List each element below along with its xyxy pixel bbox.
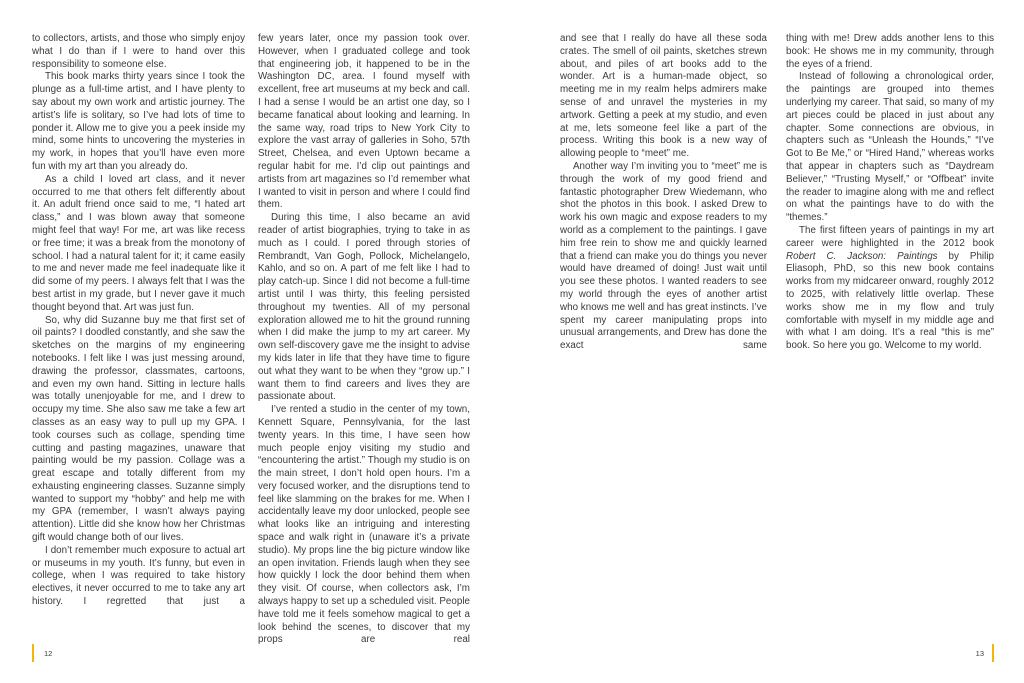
paragraph: and see that I really do have all these soda crates. The smell of oil paints, sketches strewn about, and piles of art books add to the wonder. Art is a human-made object, so meeting me in my realm helps admirers make sense of and unravel the mysteries in my artwork. Getting a peek at my studio, and even at me, lets someone feel like a part of the process. Writing this book is a new way of allowing people to “meet” me.: [560, 33, 767, 160]
text-column: [786, 33, 994, 353]
text-column: [258, 33, 470, 647]
paragraph: As a child I loved art class, and it never occurred to me that others felt differently about it. An adult friend once said to me, “I hated art class,” and I was blown away that someone might feel that way! For me, art was like recess or free time; it was a break from the monotony of school. I had a natural talent for it; it came easily to me and never made me feel inadequate like it did some of my peers. I always felt that I was the best artist in my grade, but I never gave it much thought beyond that. Art was just fun.: [32, 173, 245, 313]
page-accent-bar: [992, 644, 994, 662]
page-accent-bar: [32, 644, 34, 662]
text-column: [560, 33, 767, 353]
paragraph: I’ve rented a studio in the center of my town, Kennett Square, Pennsylvania, for the last twenty years. In this time, I have seen how much people enjoy visiting my studio and “encountering the artist.” Though my studio is on the main street, I don’t hold open hours. I’m a very focused worker, and the disruptions tend to feel like slamming on the brakes for me. When I accidentally leave my door unlocked, people see what looks like an intriguing and interesting space and walk right in (unaware it’s a private studio). My props line the big picture window like an open invitation. Friends laugh when they see how quickly I lock the door behind them when they visit. Of course, when collectors ask, I’m always happy to set up a scheduled visit. People have told me it feels somehow magical to get a look behind the scenes, to discover that my props are real: [258, 404, 470, 646]
paragraph: Instead of following a chronological order, the paintings are grouped into themes underlying my career. That said, so many of my art pieces could be placed in just about any chapter. Some connections are obvious, in chapters such as “Unleash the Hounds,” “I’ve Got to Be Me,” or “Hired Hand,” whereas works that appear in chapters such as “Daydream Believer,” “Trusting Myself,” or “Offbeat” invite the reader to imagine along with me and reflect on what the paintings have to do with the “themes.”: [786, 71, 994, 224]
paragraph: This book marks thirty years since I took the plunge as a full-time artist, and I have plenty to say about my own work and artistic journey. The artist’s life is solitary, so I’ve had lots of time to ponder it. Allow me to give you a peek inside my mind, some hints to uncovering the mysteries in my work, in hopes that you’ll have even more fun with my art than you already do.: [32, 71, 245, 172]
page-number: 12: [44, 649, 53, 658]
paragraph: thing with me! Drew adds another lens to this book: He shows me in my community, through the eyes of a friend.: [786, 33, 994, 70]
paragraph: to collectors, artists, and those who simply enjoy what I do than if I were to hand over this responsibility to someone else.: [32, 33, 245, 70]
paragraph: few years later, once my passion took over. However, when I graduated college and took that engineering job, it happened to be in the Washington DC, area. I found myself with excellent, free art museums at my beck and call. I had a sense I would be an artist one day, so I became fanatical about looking and learning. In the same way, road trips to New York City to explore the vast array of galleries in Soho, 57th Street, Chelsea, and even Uptown became a regular habit for me. I’d clip out paintings and artists from art magazines so I’d remember what I wanted to visit in person and where I could find them.: [258, 33, 470, 211]
text-column: [32, 33, 245, 609]
paragraph: During this time, I also became an avid reader of artist biographies, trying to take in as much as I could. I pored through stories of Rembrandt, Van Gogh, Pollock, Michelangelo, Kahlo, and so on. A part of me felt like I had to play catch-up. Since I did not become a full-time artist until I was thirty, this feeling persisted throughout my twenties. All of my personal exploration allowed me to hit the ground running when I did make the jump to my art career. My own self-discovery gave me the insight to advise my kids later in life that they have time to figure out what they want to be when they “grow up.” I want them to find careers and lives they are passionate about.: [258, 212, 470, 403]
paragraph: So, why did Suzanne buy me that first set of oil paints? I doodled constantly, and she saw the sketches on the margins of my engineering notebooks. I felt like I was just messing around, drawing the professor, classmates, cartoons, and even my own hand. Sitting in lecture halls was totally unenjoyable for me, and I drew to occupy my time. She also saw me take a few art classes as an easy way to pull up my GPA. I took courses such as collage, spending time cutting and pasting magazines, unaware that painting would be my passion. Collage was a great escape and totally different from my exhausting engineering classes. Suzanne simply wanted to support my “hobby” and help me with my GPA (remember, I wasn’t always paying attention). Little did she know how her Christmas gift would change both of our lives.: [32, 314, 245, 544]
paragraph: The first fifteen years of paintings in my art career were highlighted in the 2012 book Robert C. Jackson: Paintings by Philip Eliasoph, PhD, so this new book contains works from my midcareer onward, roughly 2012 to 2025, with relatively little overlap. These works show me in my flow and truly comfortable with myself in my middle age and with what I am doing. It’s a real “this is me” book. So here you go. Welcome to my world.: [786, 224, 994, 352]
paragraph: Another way I’m inviting you to “meet” me is through the work of my good friend and fantastic photographer Drew Wiedemann, who shot the photos in this book. I asked Drew to work his own magic and expose readers to my world as a complement to the paintings. I gave him free rein to show me and quickly learned that a friend can make you do things you never would have dreamed of doing! Just wait until you see these photos. I wanted readers to see my world through the eyes of another artist who knows me well and has great instincts. I’ve spent my career manipulating props into unusual arrangements, and Drew has done the exact same: [560, 160, 767, 352]
page-number: 13: [975, 649, 984, 658]
paragraph: I don’t remember much exposure to actual art or museums in my youth. It’s funny, but even in college, when I was required to take history electives, it never occurred to me to take any art history. I regretted that just a: [32, 544, 245, 608]
